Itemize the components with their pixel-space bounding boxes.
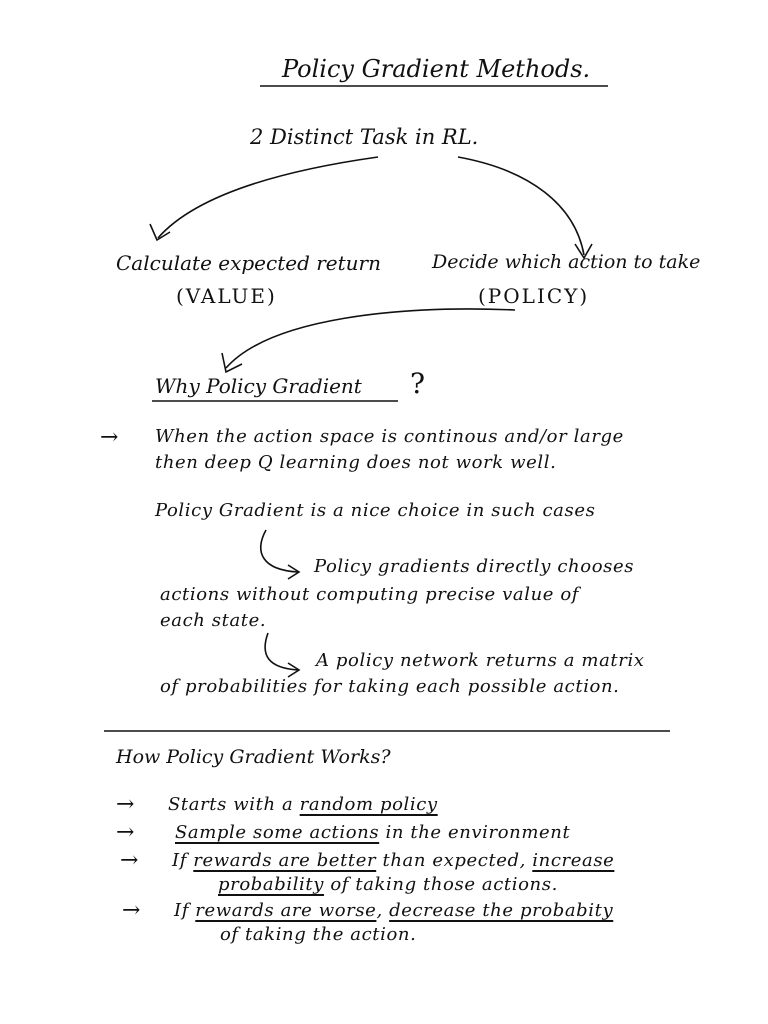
step-4-prefix: If <box>174 900 196 921</box>
sub-arrow-1 <box>261 530 298 572</box>
policy-to-why-arrow <box>226 309 515 368</box>
step-3-emphasis-1: rewards are better <box>193 850 377 871</box>
step-2-arrow-icon: → <box>116 820 135 845</box>
why-point-line-2: then deep Q learning does not work well. <box>155 452 557 473</box>
step-3-middle: than expected, <box>376 850 533 871</box>
policy-tag: (POLICY) <box>478 284 590 308</box>
step-1-arrow-icon: → <box>116 792 135 817</box>
value-task-label: Calculate expected return <box>116 251 381 275</box>
step-1 <box>168 796 438 814</box>
step-4-arrow-icon: → <box>122 898 141 923</box>
left-arrowhead <box>150 224 170 240</box>
step-4-line-2: of taking the action. <box>220 924 417 945</box>
value-tag: (VALUE) <box>176 284 277 308</box>
step-2-emphasis: Sample some actions <box>175 822 380 843</box>
subtitle: 2 Distinct Task in RL. <box>250 125 479 149</box>
sub-point-2-line-2: of probabilities for taking each possible action. <box>160 676 620 697</box>
step-2-text: in the environment <box>379 822 571 843</box>
right-curved-arrow <box>458 157 584 255</box>
sub-point-1-line-3: each state. <box>160 610 267 631</box>
why-statement: Policy Gradient is a nice choice in such cases <box>155 500 596 521</box>
step-4-middle: , <box>376 900 390 921</box>
step-3-emphasis-2: increase <box>532 850 615 871</box>
step-4-emphasis-2: decrease the probabity <box>389 900 614 921</box>
why-heading: Why Policy Gradient <box>155 374 362 398</box>
step-3-suffix: of taking those actions. <box>324 874 558 895</box>
step-3-emphasis-3: probability <box>218 874 325 895</box>
step-3-prefix: If <box>172 850 194 871</box>
bullet-arrow-icon: → <box>100 425 119 450</box>
step-4-line-1 <box>174 902 613 920</box>
policy-task-label: Decide which action to take <box>432 251 701 273</box>
why-point-line-1: When the action space is continous and/or large <box>155 426 624 447</box>
page-title: Policy Gradient Methods. <box>282 55 591 83</box>
sub-point-1-line-2: actions without computing precise value of <box>160 584 580 605</box>
sub-point-2-line-1: A policy network returns a matrix <box>316 650 645 671</box>
step-4-emphasis-1: rewards are worse <box>195 900 377 921</box>
step-2 <box>175 824 570 842</box>
left-curved-arrow <box>158 157 378 238</box>
sub-point-1-line-1: Policy gradients directly chooses <box>314 556 635 577</box>
step-3-line-2 <box>218 876 558 894</box>
step-3-arrow-icon: → <box>120 848 139 873</box>
how-heading: How Policy Gradient Works? <box>116 746 391 768</box>
step-1-text: Starts with a <box>168 794 300 815</box>
step-3-line-1 <box>172 852 614 870</box>
why-question-mark: ? <box>410 367 426 400</box>
sub-arrow-2 <box>265 633 298 670</box>
step-1-emphasis: random policy <box>299 794 438 815</box>
